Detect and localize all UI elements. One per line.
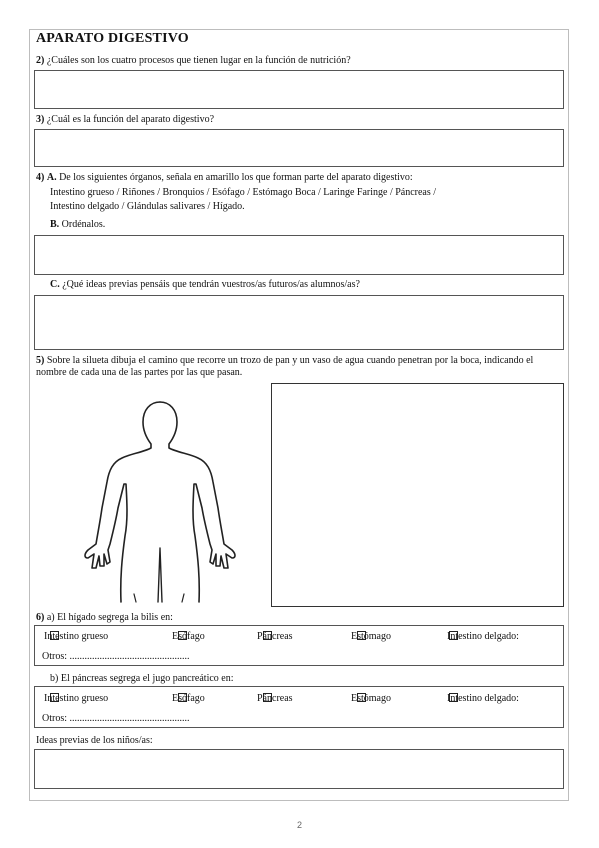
human-silhouette-figure[interactable] xyxy=(80,398,240,606)
page-number: 2 xyxy=(296,820,302,830)
subquestion-letter: A. xyxy=(46,172,57,183)
answer-box-4b[interactable] xyxy=(34,235,564,275)
question-text: ¿Cuáles son los cuatro procesos que tienen lugar en la función de nutrición? xyxy=(46,55,351,66)
question-number: 2) xyxy=(36,55,45,66)
question-2 xyxy=(36,55,351,67)
option-label: Estómago xyxy=(351,631,391,642)
question-4a xyxy=(36,172,413,184)
question-text: De los siguientes órganos, señala en amarillo los que forman parte del aparato digestivo: xyxy=(59,172,413,183)
question-5 xyxy=(36,355,564,379)
question-6b: b) El páncreas segrega el jugo pancreático en: xyxy=(50,673,234,684)
answer-box-3[interactable] xyxy=(34,129,564,167)
question-4c xyxy=(50,279,360,291)
question-number: 6) xyxy=(36,612,45,623)
answer-box-4c[interactable] xyxy=(34,295,564,350)
option-label: Esófago xyxy=(172,631,205,642)
option-label: Esófago xyxy=(172,693,205,704)
others-line-6b[interactable]: Otros: ................................................ xyxy=(42,713,190,724)
question-text: Ordénalos. xyxy=(61,219,106,230)
options-row-6b xyxy=(38,693,564,707)
option-label: Páncreas xyxy=(257,631,293,642)
question-text: a) El hígado segrega la bilis en: xyxy=(46,612,173,623)
question-text: ¿Cuál es la función del aparato digestivo? xyxy=(46,114,215,125)
subquestion-letter: C. xyxy=(50,279,60,290)
page-title: APARATO DIGESTIVO xyxy=(36,31,189,46)
question-4b xyxy=(50,219,105,231)
answer-box-ideas[interactable] xyxy=(34,749,564,789)
question-number: 5) xyxy=(36,355,45,366)
question-6a xyxy=(36,612,173,624)
question-number: 3) xyxy=(36,114,45,125)
answer-box-2[interactable] xyxy=(34,70,564,109)
option-label: Intestino grueso xyxy=(44,693,109,704)
option-label: Intestino delgado: xyxy=(447,631,519,642)
options-row-6a xyxy=(38,631,564,645)
ideas-previas-label: Ideas previas de los niños/as: xyxy=(36,735,153,746)
drawing-answer-box[interactable] xyxy=(271,383,564,607)
option-label: Páncreas xyxy=(257,693,293,704)
others-line-6a[interactable]: Otros: ................................................ xyxy=(42,651,190,662)
option-label: Intestino delgado: xyxy=(447,693,519,704)
question-text: Sobre la silueta dibuja el camino que recorre un trozo de pan y un vaso de agua cuando penetran por la boca, indicando el nombre de cada una de las partes por las que pasan. xyxy=(36,355,534,378)
question-text: ¿Qué ideas previas pensáis que tendrán vuestros/as futuros/as alumnos/as? xyxy=(62,279,360,290)
organ-list-line-2: Intestino delgado / Glándulas salivares / Hígado. xyxy=(50,201,245,212)
question-number: 4) xyxy=(36,172,45,183)
organ-list-line-1: Intestino grueso / Riñones / Bronquios / Esófago / Estómago Boca / Laringe Faringe / Páncreas / xyxy=(50,187,437,198)
option-label: Intestino grueso xyxy=(44,631,109,642)
question-3 xyxy=(36,114,214,126)
subquestion-letter: B. xyxy=(50,219,60,230)
option-label: Estómago xyxy=(351,693,391,704)
